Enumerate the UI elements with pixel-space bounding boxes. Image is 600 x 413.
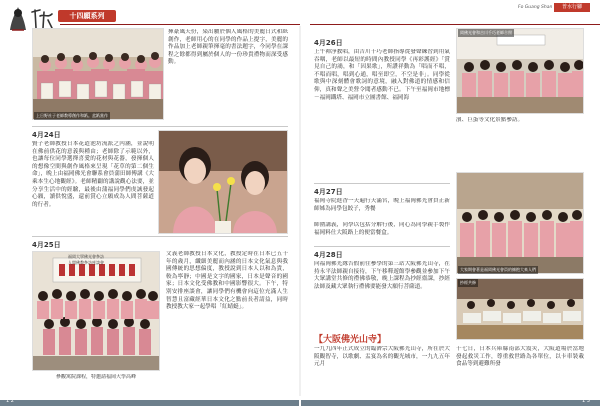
right-para-apr26: 上午禪淨教唱，由吉川千巧老師指導從發聲練習到用氣吞咽，老師以最短的時間內教授同學《再彩護經》「賞見自己的鴻，和「因果歌」，所讚祥動為「唱而不唱，不唱而唱，唱到心通，唱至即空，不空是非」。同學從歌與中深刻體會歌詞的意境，融入對佛道的情感和信仰，真和聲之美營令聞者感動不已。下午至福岡市地標－福岡鐵塔、福岡市立圖書館、福岡海 [314, 49, 450, 101]
left-photo-subcaption: 參觀寓院課程，特邀請福岡大學高峰 [55, 374, 136, 380]
right-divider-1 [314, 183, 450, 184]
right-divider-2 [314, 246, 450, 247]
section-title-osaka [314, 327, 434, 345]
photo-sutra-caption: 抄經共修 [460, 280, 476, 285]
photo-washi-caption: 上日野社子老師教導創作和紙。盆紙賞作 [36, 113, 108, 118]
header-left-rule [60, 24, 300, 25]
header-title: 十四願系列 [69, 12, 105, 20]
left-para-apr25: 文義老師教授日本文化，教授定時在日本已五十年的歲月，纖細美麗而內涵的日本文化氣息與我國傳統的思想偏度，教授說到日本人以和為貴，較為寧靜；中國是文字的國家，日本是聲音的國家；日本文化受佛教和中國影響很大。下午，特別安排座談會，讓同學們有機會向這位充滿人生智慧且富藏經華日本文化之點前長者請益，同時教授教大家一起學唱「紅蜻蜓」。 [166, 251, 288, 311]
page-gutter [299, 26, 301, 396]
footer-bar-left [0, 400, 299, 406]
header-site-name-en: Fo Guang Shan [518, 5, 553, 10]
right-para-osaka-cont: 十七日，日本兵庫縣南部大震災，大阪道場於當地發起救災工作，尊重救世路為各單位，以卡車裝載食品等到避難所發 [456, 346, 584, 368]
section-title-text: 【大阪佛光山寺】 [314, 335, 387, 345]
right-date-apr28: 4月28日 [314, 251, 343, 259]
photo-flower-arranging [158, 130, 288, 234]
photo-group-caption-b: 人間佛教參訪座談會 [68, 260, 104, 265]
page-number-left: 1 2 [6, 398, 14, 404]
right-para-apr27: 福岡寺院進香一天遍行天滿宮，晚上福岡佛光會員正新師姊為同學包餃子，秀餐 [314, 198, 450, 212]
footer-bar-right [301, 400, 600, 406]
page-number-right: 1 3 [582, 398, 590, 404]
left-intro-text: 揮豪風天份，染出屬於個人風格的美麗日式和紙創作，老師用心的在同學的作品上提字，美麗的作品加上老師親筆揮毫的書法題字，今同學在課程之餘都得到屬於個人的一份珍貴禮物而深受感動。 [168, 29, 288, 66]
photo-group-caption-a: 福岡大學佛光會參訪 [68, 254, 104, 259]
right-date-apr27: 4月27日 [314, 188, 343, 196]
right-para-apr26-cont: 濱、巨蛋等文化景點參訪。 [456, 117, 524, 123]
left-divider-2 [32, 236, 288, 237]
left-divider-1 [32, 126, 288, 127]
photo-sutra-copying [456, 278, 584, 340]
photo-singing-class [456, 28, 584, 114]
photo-dumpling-caption: 大家期會著是福岡佛光會員的擁抱大來人們 [460, 267, 536, 272]
photo-washi-class [32, 28, 164, 120]
header-site-name: 普水行腳 [561, 4, 582, 10]
header-left-ornament [6, 4, 30, 34]
header-site-badge [554, 3, 590, 12]
right-para-osaka: 一九九四年正式成立的臨濟宗大阪佛光山寺，所在於大阪觀智寺，以歌劇、盂宴為名的觀光城市，一九九五年元月 [314, 346, 450, 368]
right-para-apr27b: 師圍講義，同學以包括分解行後，同心為同學親手製作福岡料仕大阪路上的便當餐盒。 [314, 222, 450, 236]
photo-singing-caption: 岡佛光會和吉川千巧老師合照 [460, 30, 512, 35]
photo-group-university [32, 251, 160, 371]
right-para-apr28: 向福岡佛光緣告假前往參學的第三站大阪佛光山寺，在持永平法師親自接待，下午移釋遊館學參觀並參加下午大眾講堂共修的禮佛恭敬，晚上課程為抄經齋課，抄經法師及藏大眾執行禮佛要能發大願行菩薩道。 [314, 261, 450, 290]
header-right-rule [310, 24, 600, 25]
header-title-box [58, 10, 116, 22]
photo-dumpling-group [456, 172, 584, 274]
right-date-apr26: 4月26日 [314, 39, 343, 47]
left-date-apr24: 4月24日 [32, 131, 61, 139]
left-date-apr25: 4月25日 [32, 241, 61, 249]
header-calligraphy-logo [30, 8, 54, 30]
left-para-apr24: 賢子老師教授日本花道池坊流派之內涵，並說明在佛前供花的意義與種由；老師除了示範以外，也讓每位同學選擇喜愛的花材與花器，發揮個人的想像空間與創作風格來呈現「花草的第二個生命」，晚上由福岡佛光會聯系會員蒲田師傅講《大乘本生心地觀經》。老師精闢的講說觀心法要，並分享生活中的經驗，最後由蒲福同學們虔誠發起心願，讀供悅盛，還前賞心立願成為人間菩薩道的行者。 [32, 141, 154, 208]
